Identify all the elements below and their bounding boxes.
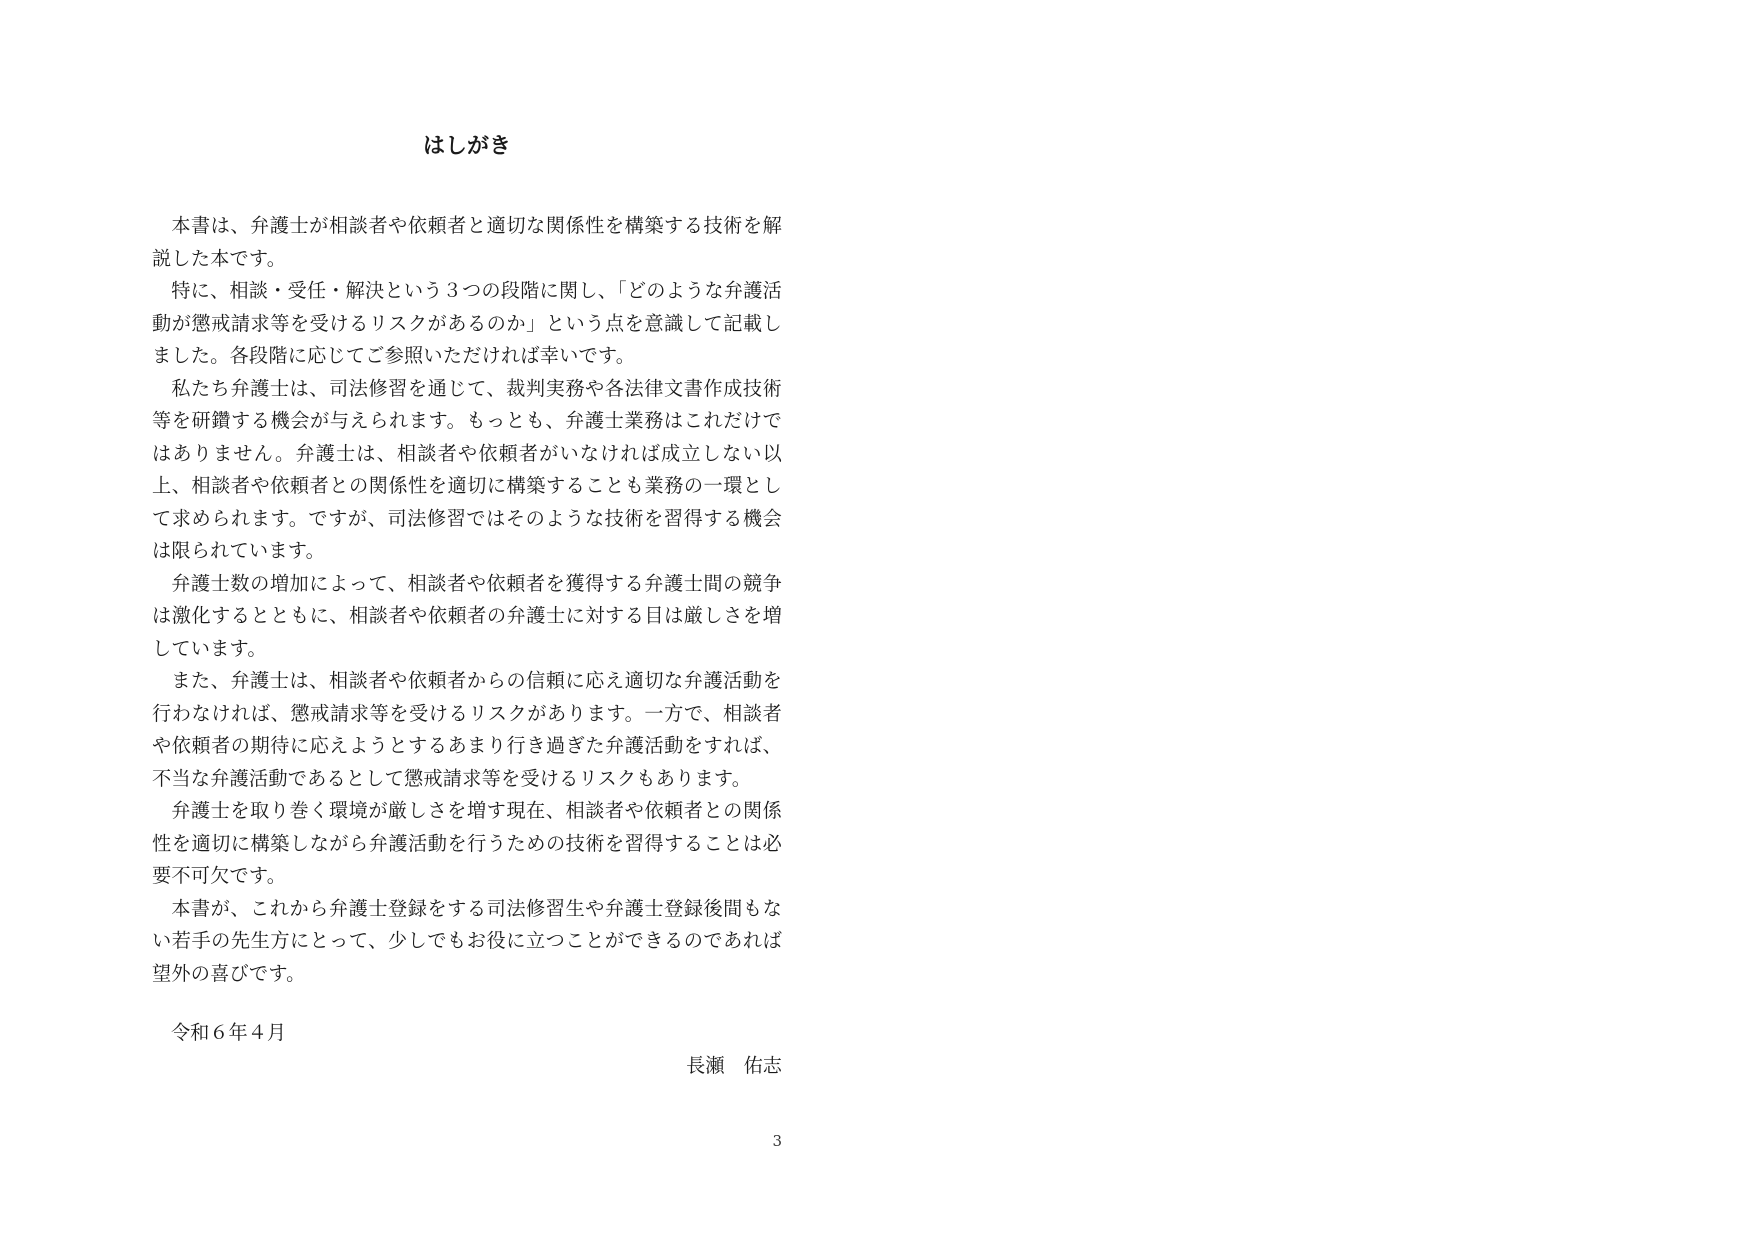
paragraph-7: 本書が、これから弁護士登録をする司法修習生や弁護士登録後間もない若手の先生方にとって、少しでもお役に立つことができるのであれば望外の喜びです。 bbox=[152, 896, 782, 985]
preface-body bbox=[152, 210, 782, 990]
paragraph-3: 私たち弁護士は、司法修習を通じて、裁判実務や各法律文書作成技術等を研鑽する機会が与えられます。もっとも、弁護士業務はこれだけではありません。弁護士は、相談者や依頼者がいなければ成立しない以上、相談者や依頼者との関係性を適切に構築することも業務の一環として求められます。ですが、司法修習ではそのような技術を習得する機会は限られています。 bbox=[152, 376, 782, 562]
paragraph-2: 特に、相談・受任・解決という３つの段階に関し、「どのような弁護活動が懲戒請求等を受けるリスクがあるのか」という点を意識して記載しました。各段階に応じてご参照いただければ幸いです。 bbox=[152, 279, 782, 367]
paragraph-1: 本書は、弁護士が相談者や依頼者と適切な関係性を構築する技術を解説した本です。 bbox=[152, 214, 782, 270]
page-title: はしがき bbox=[422, 134, 511, 159]
author-signature: 長瀬 佑志 bbox=[686, 1054, 782, 1077]
date-line: 令和６年４月 bbox=[171, 1021, 287, 1044]
paragraph-5: また、弁護士は、相談者や依頼者からの信頼に応え適切な弁護活動を行わなければ、懲戒請求等を受けるリスクがあります。一方で、相談者や依頼者の期待に応えようとするあまり行き過ぎた弁護活動をすれば、不当な弁護活動であるとして懲戒請求等を受けるリスクもあります。 bbox=[152, 669, 782, 790]
paragraph-6: 弁護士を取り巻く環境が厳しさを増す現在、相談者や依頼者との関係性を適切に構築しながら弁護活動を行うための技術を習得することは必要不可欠です。 bbox=[152, 799, 782, 887]
page-number: 3 bbox=[772, 1132, 782, 1150]
paragraph-4: 弁護士数の増加によって、相談者や依頼者を獲得する弁護士間の競争は激化するとともに、相談者や依頼者の弁護士に対する目は厳しさを増しています。 bbox=[152, 571, 782, 660]
